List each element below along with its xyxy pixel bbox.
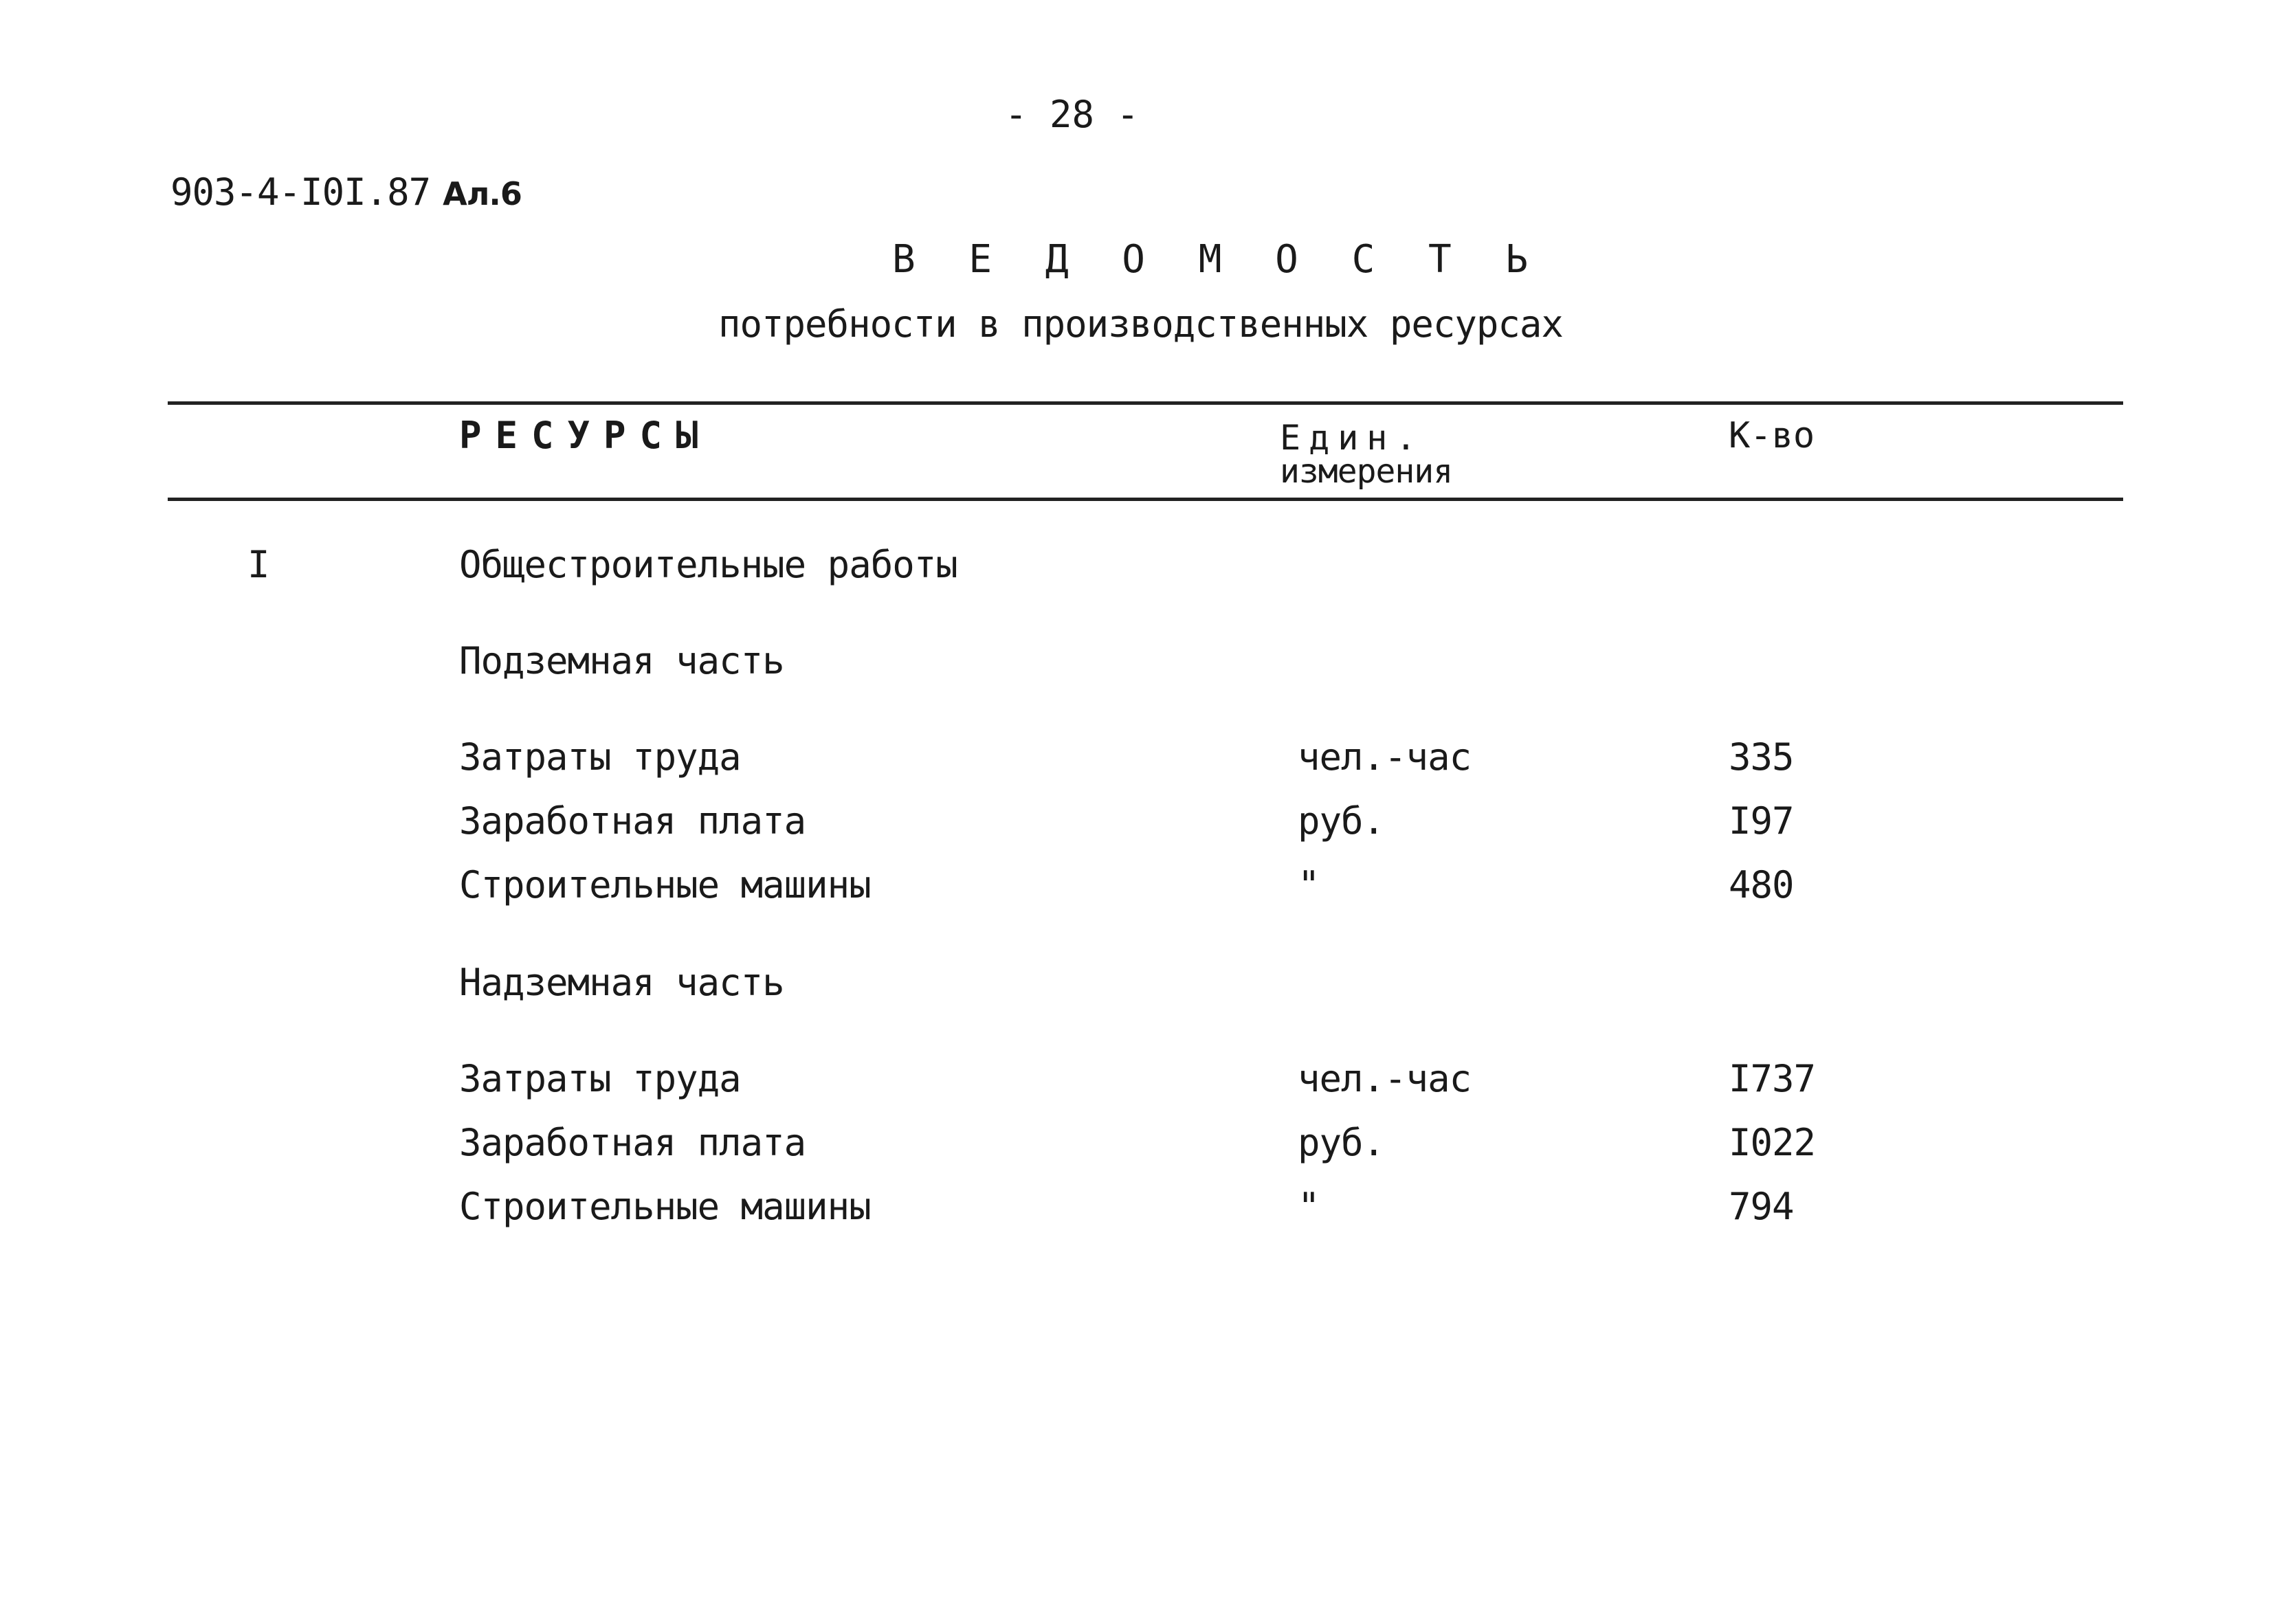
row-aboveground-machines-unit: " xyxy=(1298,1185,1320,1228)
document-code xyxy=(170,170,522,214)
subsection-underground-title: Подземная часть xyxy=(459,639,784,682)
header-resources: РЕСУРСЫ xyxy=(459,414,712,457)
document-title: В Е Д О М О С Т Ь xyxy=(892,237,1544,282)
header-quantity: К-во xyxy=(1729,415,1815,456)
document-subtitle: потребности в производственных ресурсах xyxy=(718,302,1563,346)
header-unit-line2: измерения xyxy=(1280,452,1453,491)
table-header-rule xyxy=(168,498,2123,501)
row-underground-wages-name: Заработная плата xyxy=(459,799,806,843)
row-aboveground-wages-unit: руб. xyxy=(1298,1121,1385,1164)
row-aboveground-labor-unit: чел.-час xyxy=(1298,1057,1472,1100)
row-underground-labor-qty: 335 xyxy=(1729,735,1794,779)
row-underground-wages-qty: I97 xyxy=(1729,799,1794,843)
row-underground-machines-unit: " xyxy=(1298,863,1320,906)
header-unit-line1: Един. xyxy=(1280,418,1425,458)
row-underground-labor-name: Затраты труда xyxy=(459,735,741,779)
row-aboveground-labor-qty: I737 xyxy=(1729,1057,1816,1100)
row-underground-labor-unit: чел.-час xyxy=(1298,735,1472,779)
document-code-number: 903-4-I0I.87 xyxy=(170,170,431,214)
row-aboveground-wages-qty: I022 xyxy=(1729,1121,1816,1164)
section-number: I xyxy=(247,543,269,586)
table-top-rule xyxy=(168,401,2123,405)
row-aboveground-labor-name: Затраты труда xyxy=(459,1057,741,1100)
section-name: Общестроительные работы xyxy=(459,543,957,586)
row-underground-machines-qty: 480 xyxy=(1729,863,1794,906)
row-underground-wages-unit: руб. xyxy=(1298,799,1385,843)
row-aboveground-machines-qty: 794 xyxy=(1729,1185,1794,1228)
row-aboveground-wages-name: Заработная плата xyxy=(459,1121,806,1164)
page-number: - 28 - xyxy=(1005,93,1140,136)
row-aboveground-machines-name: Строительные машины xyxy=(459,1185,871,1228)
sheet-mark: Ал.6 xyxy=(443,175,522,212)
subsection-aboveground-title: Надземная часть xyxy=(459,961,784,1004)
row-underground-machines-name: Строительные машины xyxy=(459,863,871,906)
